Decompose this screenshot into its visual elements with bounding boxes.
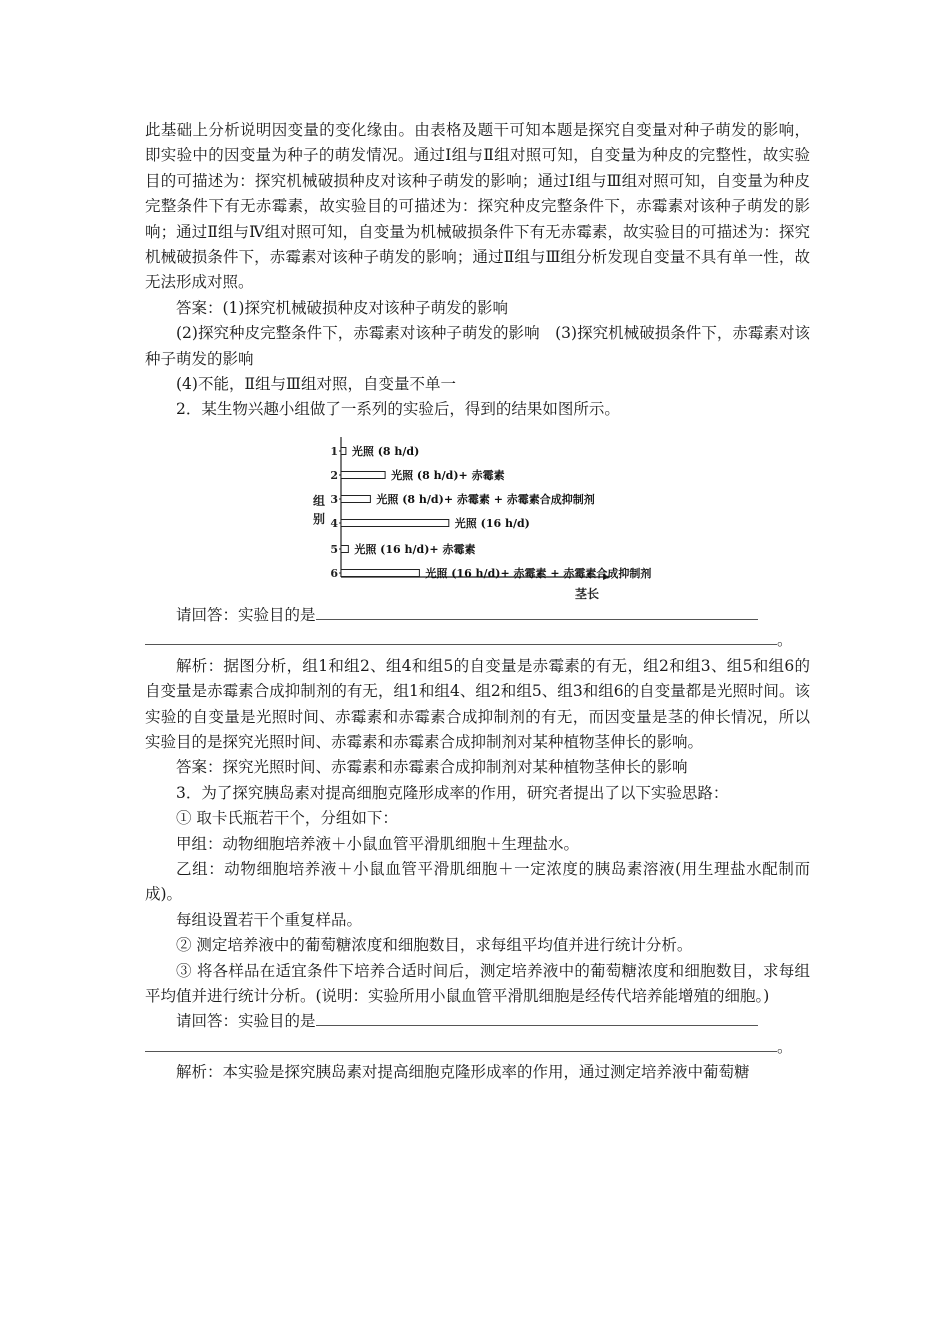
bar-label: 光照 (16 h/d)+ 赤霉素 + 赤霉素合成抑制剂 — [425, 566, 652, 580]
group-jia: 甲组：动物细胞培养液＋小鼠血管平滑肌细胞＋生理盐水。 — [176, 834, 580, 853]
q2-answer-blank-2[interactable] — [145, 628, 777, 645]
bar — [341, 495, 370, 502]
bar — [341, 447, 346, 454]
x-axis-label: 茎长 — [574, 586, 599, 601]
question-3: 3．为了探究胰岛素对提高细胞克隆形成率的作用，研究者提出了以下实验思路： — [176, 783, 729, 802]
category-tick-label: 1 — [330, 444, 338, 458]
bar — [341, 545, 348, 552]
q3-prompt: 请回答：实验目的是 — [176, 1012, 316, 1031]
category-tick-label: 6 — [330, 566, 338, 580]
q2-answer-line-2 — [145, 628, 810, 653]
category-tick-label: 5 — [330, 542, 338, 556]
category-tick-label: 4 — [330, 516, 338, 530]
answer-line: 答案：探究光照时间、赤霉素和赤霉素合成抑制剂对某种植物茎伸长的影响 — [176, 758, 688, 777]
bar-chart-figure — [145, 425, 810, 603]
answer-line: (2)探究种皮完整条件下，赤霉素对该种子萌发的影响 (3)探究机械破损条件下，赤霉素对该种子萌发的影响 — [145, 324, 810, 368]
q2-answer-blank[interactable] — [316, 603, 758, 620]
analysis-paragraph: 解析：本实验是探究胰岛素对提高细胞克隆形成率的作用，通过测定培养液中葡萄糖 — [176, 1063, 750, 1082]
bar-chart — [305, 425, 685, 603]
q2-prompt: 请回答：实验目的是 — [176, 605, 316, 624]
document-page — [145, 118, 810, 1086]
step-3: ③ 将各样品在适宜条件下培养合适时间后，测定培养液中的葡萄糖浓度和细胞数目，求每组平均值并进行统计分析。(说明：实验所用小鼠血管平滑肌细胞是经传代培养能增殖的细胞。) — [145, 961, 810, 1005]
q3-answer-line — [145, 1009, 810, 1034]
q3-end-mark: 。 — [777, 1037, 793, 1056]
q3-answer-line-2 — [145, 1035, 810, 1060]
step-1: ① 取卡氏瓶若干个，分组如下： — [176, 809, 398, 828]
analysis-paragraph: 解析：据图分析，组1和组2、组4和组5的自变量是赤霉素的有无，组2和组3、组5和组6的自变量是赤霉素合成抑制剂的有无，组1和组4、组2和组5、组3和组6的自变量都是光照时间。该实验的自变量是光照时间、赤霉素和赤霉素合成抑制剂的有无，而因变量是茎的伸长情况，所以实验目的是探究光照时间、赤霉素和赤霉素合成抑制剂对某种植物茎伸长的影响。 — [145, 656, 810, 751]
bar-label: 光照 (8 h/d)+ 赤霉素 + 赤霉素合成抑制剂 — [376, 492, 595, 506]
q3-answer-blank-2[interactable] — [145, 1035, 777, 1052]
question-2: 2．某生物兴趣小组做了一系列的实验后，得到的结果如图所示。 — [176, 400, 620, 419]
bar-label: 光照 (8 h/d) — [351, 444, 420, 458]
category-tick-label: 2 — [330, 468, 338, 482]
analysis-paragraph: 此基础上分析说明因变量的变化缘由。由表格及题干可知本题是探究自变量对种子萌发的影响，即实验中的因变量为种子的萌发情况。通过Ⅰ组与Ⅱ组对照可知，自变量为种皮的完整性，故实验目的可描述为：探究机械破损种皮对该种子萌发的影响；通过Ⅰ组与Ⅲ组对照可知，自变量为种皮完整条件下有无赤霉素，故实验目的可描述为：探究种皮完整条件下，赤霉素对该种子萌发的影响；通过Ⅱ组与Ⅳ组对照可知，自变量为机械破损条件下有无赤霉素，故实验目的可描述为：探究机械破损条件下，赤霉素对该种子萌发的影响；通过Ⅱ组与Ⅲ组分析发现自变量不具有单一性，故无法形成对照。 — [145, 121, 810, 292]
category-tick-label: 3 — [330, 492, 338, 506]
q3-answer-blank[interactable] — [316, 1009, 758, 1026]
y-axis-label: 组 — [313, 493, 326, 508]
y-axis-label: 别 — [313, 511, 326, 526]
bar-label: 光照 (8 h/d)+ 赤霉素 — [391, 468, 505, 482]
bar — [341, 471, 385, 478]
group-yi: 乙组：动物细胞培养液＋小鼠血管平滑肌细胞＋一定浓度的胰岛素溶液(用生理盐水配制而成)。 — [145, 859, 810, 904]
q2-answer-line — [145, 603, 810, 628]
bar — [341, 569, 419, 576]
bar-label: 光照 (16 h/d) — [454, 516, 530, 530]
answer-line: (4)不能，Ⅱ组与Ⅲ组对照，自变量不单一 — [176, 375, 456, 394]
answer-line: 答案：(1)探究机械破损种皮对该种子萌发的影响 — [176, 298, 508, 317]
q2-end-mark: 。 — [777, 631, 793, 650]
replicates-note: 每组设置若干个重复样品。 — [176, 910, 363, 929]
bar-label: 光照 (16 h/d)+ 赤霉素 — [354, 542, 476, 556]
step-2: ② 测定培养液中的葡萄糖浓度和细胞数目，求每组平均值并进行统计分析。 — [176, 936, 693, 955]
bar — [341, 519, 449, 526]
